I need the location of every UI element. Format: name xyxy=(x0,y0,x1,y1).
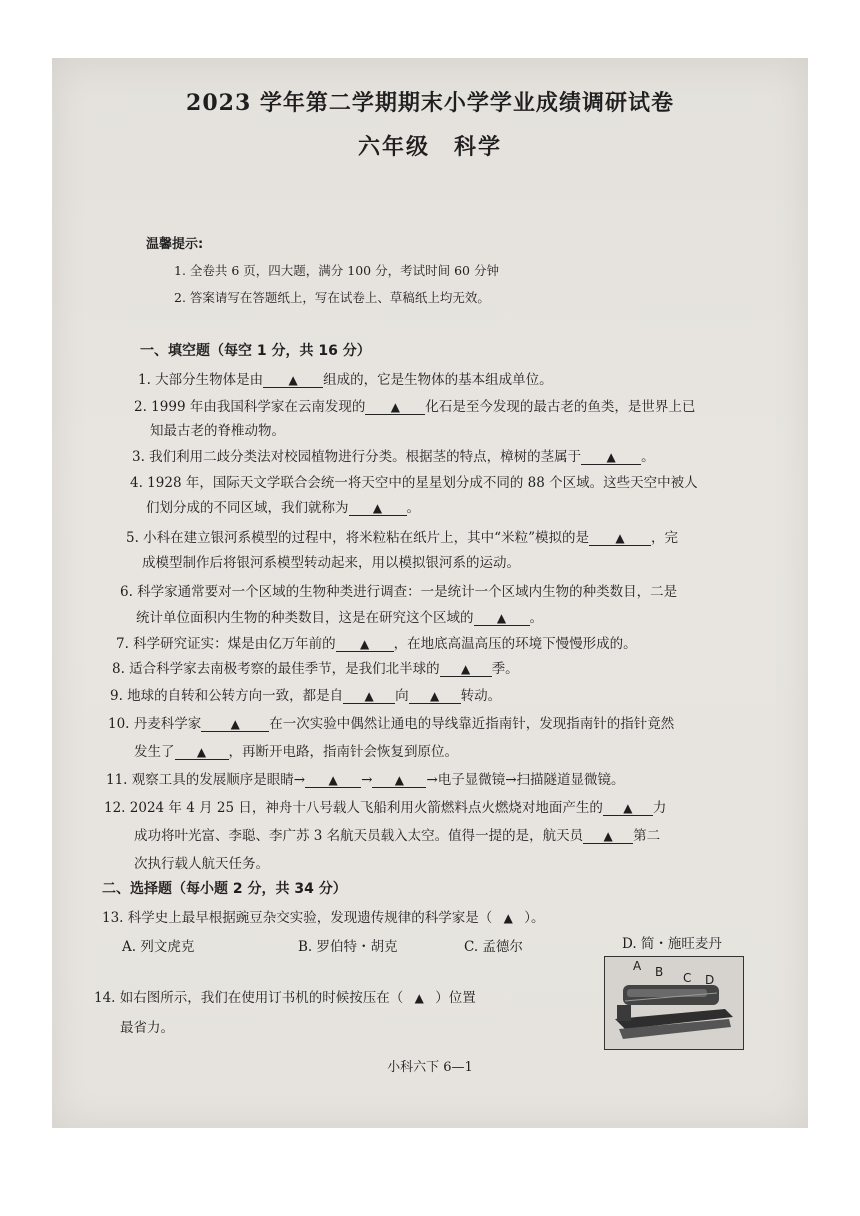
question-10-cont: 发生了 ▲ ，再断开电路，指南针会恢复到原位。 xyxy=(134,744,458,760)
section-fill-blank-heading: 一、填空题（每空 1 分，共 16 分） xyxy=(140,343,371,359)
question-7: 7. 科学研究证实：煤是由亿万年前的 ▲ ，在地底高温高压的环境下慢慢形成的。 xyxy=(116,636,637,652)
option-a[interactable]: A. 列文虎克 xyxy=(122,939,195,955)
question-4: 4. 1928 年，国际天文学联合会统一将天空中的星星划分成不同的 88 个区域。这些天空中被人 xyxy=(130,475,698,491)
answer-blank[interactable]: ▲ xyxy=(603,801,653,816)
answer-marker[interactable]: ▲ xyxy=(503,911,513,925)
stapler-label-c: C xyxy=(683,971,692,985)
question-4-cont: 们划分成的不同区域，我们就称为 ▲ 。 xyxy=(146,500,420,516)
stapler-label-b: B xyxy=(655,965,664,979)
question-12: 12. 2024 年 4 月 25 日，神舟十八号载人飞船利用火箭燃料点火燃烧对地面产生的 ▲ 力 xyxy=(104,800,667,816)
option-b[interactable]: B. 罗伯特・胡克 xyxy=(298,939,398,955)
page-footer: 小科六下 6—1 xyxy=(387,1060,473,1075)
exam-title: 2023 学年第二学期期末小学学业成绩调研试卷 xyxy=(186,90,674,116)
question-11: 11. 观察工具的发展顺序是眼睛→ ▲ → ▲ →电子显微镜→扫描隧道显微镜。 xyxy=(106,772,625,788)
answer-blank[interactable]: ▲ xyxy=(201,717,269,732)
option-c[interactable]: C. 孟德尔 xyxy=(464,939,523,955)
tips-heading: 温馨提示: xyxy=(146,237,204,252)
question-12-cont: 成功将叶光富、李聪、李广苏 3 名航天员载入太空。值得一提的是，航天员 ▲ 第二 xyxy=(134,828,661,844)
question-14-cont: 最省力。 xyxy=(120,1020,174,1036)
question-3: 3. 我们利用二歧分类法对校园植物进行分类。根据茎的特点，樟树的茎属于 ▲ 。 xyxy=(132,449,655,465)
answer-marker[interactable]: ▲ xyxy=(414,991,424,1005)
answer-blank[interactable]: ▲ xyxy=(589,531,651,546)
stapler-label-a: A xyxy=(633,959,642,973)
question-10: 10. 丹麦科学家 ▲ 在一次实验中偶然让通电的导线靠近指南针，发现指南针的指针竟然 xyxy=(108,716,675,732)
answer-blank[interactable]: ▲ xyxy=(372,773,426,788)
stapler-figure xyxy=(604,956,744,1050)
question-6-cont: 统计单位面积内生物的种类数目，这是在研究这个区域的 ▲ 。 xyxy=(136,610,543,626)
question-13: 13. 科学史上最早根据豌豆杂交实验，发现遗传规律的科学家是（ ▲ ）。 xyxy=(102,910,545,926)
answer-blank[interactable]: ▲ xyxy=(305,773,361,788)
question-12-cont2: 次执行载人航天任务。 xyxy=(134,856,269,872)
answer-blank[interactable]: ▲ xyxy=(343,689,395,704)
question-2-cont: 知最古老的脊椎动物。 xyxy=(150,423,285,439)
answer-blank[interactable]: ▲ xyxy=(440,662,492,677)
option-d[interactable]: D. 简・施旺麦丹 xyxy=(622,936,722,952)
question-14: 14. 如右图所示，我们在使用订书机的时候按压在（ ▲ ）位置 xyxy=(94,990,476,1006)
answer-blank[interactable]: ▲ xyxy=(409,689,461,704)
answer-blank[interactable]: ▲ xyxy=(175,745,229,760)
tip-1: 1. 全卷共 6 页，四大题，满分 100 分，考试时间 60 分钟 xyxy=(174,263,499,278)
tip-2: 2. 答案请写在答题纸上，写在试卷上、草稿纸上均无效。 xyxy=(174,290,490,305)
answer-blank[interactable]: ▲ xyxy=(263,373,323,388)
answer-blank[interactable]: ▲ xyxy=(349,501,407,516)
answer-blank[interactable]: ▲ xyxy=(365,400,425,415)
answer-blank[interactable]: ▲ xyxy=(474,611,530,626)
question-9: 9. 地球的自转和公转方向一致，都是自 ▲ 向 ▲ 转动。 xyxy=(110,688,502,704)
question-5-cont: 成模型制作后将银河系模型转动起来，用以模拟银河系的运动。 xyxy=(142,555,520,571)
answer-blank[interactable]: ▲ xyxy=(336,637,394,652)
exam-subtitle: 六年级 科学 xyxy=(357,134,502,160)
stapler-icon xyxy=(605,957,743,1049)
question-6: 6. 科学家通常要对一个区域的生物种类进行调查：一是统计一个区域内生物的种类数目，二是 xyxy=(120,584,678,600)
stapler-label-d: D xyxy=(705,973,715,987)
section-choice-heading: 二、选择题（每小题 2 分，共 34 分） xyxy=(102,881,347,897)
answer-blank[interactable]: ▲ xyxy=(581,450,641,465)
question-2: 2. 1999 年由我国科学家在云南发现的 ▲ 化石是至今发现的最古老的鱼类，是世界上已 xyxy=(134,399,696,415)
question-1: 1. 大部分生物体是由 ▲ 组成的，它是生物体的基本组成单位。 xyxy=(138,372,553,388)
answer-blank[interactable]: ▲ xyxy=(583,829,633,844)
question-5: 5. 小科在建立银河系模型的过程中，将米粒粘在纸片上，其中“米粒”模拟的是 ▲ ，完 xyxy=(126,530,678,546)
question-8: 8. 适合科学家去南极考察的最佳季节，是我们北半球的 ▲ 季。 xyxy=(112,661,519,677)
